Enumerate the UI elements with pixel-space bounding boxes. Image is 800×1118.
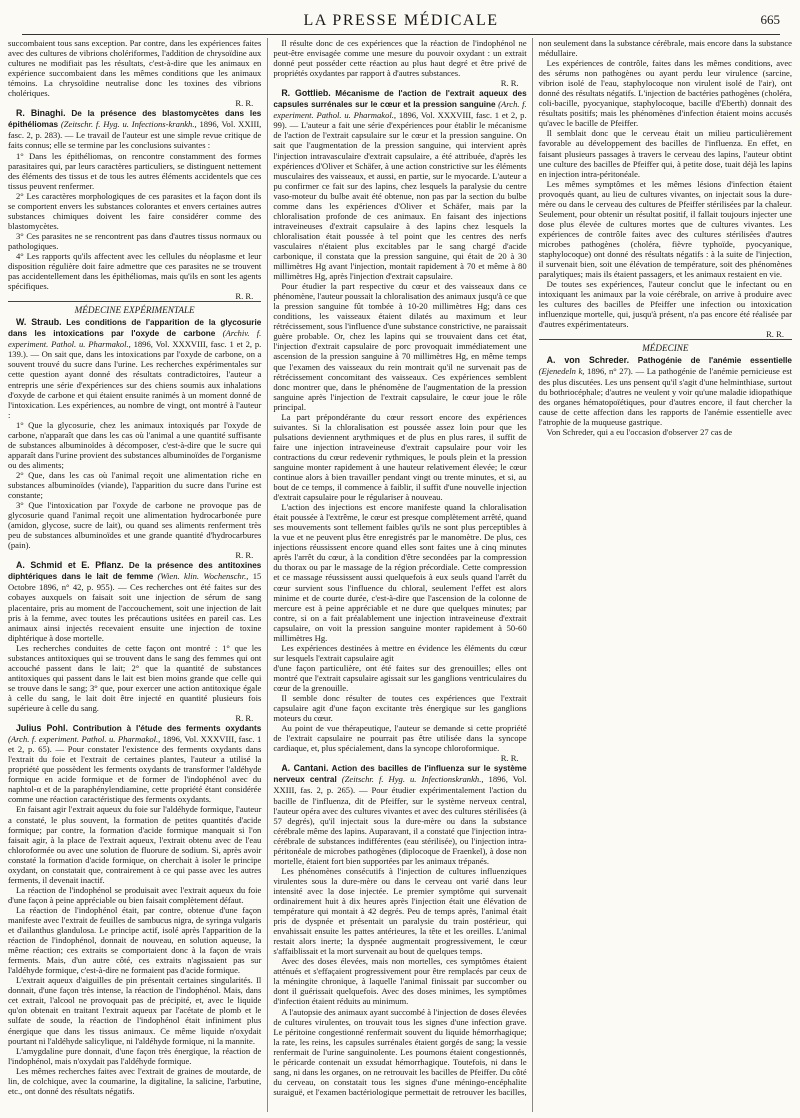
body-paragraph: L'action des injections est encore manifeste quand la chloralisation était poussée à l'extrême, le cœur est presque complètement arrêté, quand ses mouvements sont tellement faibles qu'ils ne sont plus perceptibles à la vue et ne peuvent plus être enregistrés par le manomètre. De plus, ces injections réussissent encore quand elles sont faites une à cinq minutes après l'arrêt du cœur, à la condition d'être secondées par la compression du thorax ou par le massage de la région précordiale. Cette compression et ce massage réussissent aussi quelquefois à eux seuls quand l'arrêt du cœur survient sous l'influence du chloral, seulement l'effet est alors minime et de courte durée, c'est-à-dire que l'ascension de la colonne de mercure est à peine appréciable et ne dure que quelques minutes; par contre, si on a fait préalablement une injection intraveineuse d'extrait capsulaire, on voit la pression sanguine monter rapidement à 50-60 millimètres Hg.	[273, 502, 527, 643]
body-paragraph: En faisant agir l'extrait aqueux du foie sur l'aldéhyde formique, l'auteur a constaté, le plus souvent, la formation de petites quantités d'acide formique; par contre, la formation d'acide formique manquait si l'on faisait agir, à la place de l'extrait aqueux, l'extrait obtenu avec de l'eau chloroformée ou avec une solution de fluorure de sodium. Si, après avoir constaté la formation d'acide formique, on cherchait à isoler le principe oxydant, on constatait que, contrairement à ce qui passe avec les autres ferments, il devenait inactif.	[8, 804, 262, 885]
body-paragraph: 2° Que, dans les cas où l'animal reçoit une alimentation riche en substances albuminoïdes (viande), l'apparition du sucre dans l'urine est constante;	[8, 469, 262, 501]
body-paragraph: Von Schreder, qui a eu l'occasion d'observer 27 cas de	[546, 426, 733, 437]
body-paragraph: La réaction de l'indophénol se produisait avec l'extrait aqueux du foie d'une façon à peine appréciable ou bien faisait complètement défaut.	[8, 884, 262, 905]
article-author: A. Cantani.	[281, 763, 329, 774]
body-paragraph: 2° Les caractères morphologiques de ces parasites et la façon dont ils se comportent envers les substances colorantes et envers certaines autres substances chimiques doivent les faire considérer comme des blastomycètes.	[8, 190, 262, 231]
article-reference: (Arch. f. experiment. Pathol. u. Pharmakol.,	[273, 99, 527, 121]
article-text: 15 Octobre 1896, n° 42, p. 955). — Ces recherches ont été faites sur des cobayes auxquels on faisait soit une injection de sérum de sang placentaire, pris au moment de l'accouchement, soit une injection de lait pris à la femme, avec toutes les précautions usitées en pareil cas. Les animaux ainsi injectés recevaient ensuite une injection de toxine diphtérique à dose mortelle.	[8, 571, 262, 643]
body-paragraph: Il semble donc résulter de toutes ces expériences que l'extrait capsulaire agit d'une façon excitante très énergique sur les ganglions moteurs du cœur.	[273, 693, 527, 724]
article-author: Julius Pohl.	[16, 723, 68, 734]
article-reference: (Zeitschr. f. Hyg. u. Infectionskrankh.,	[341, 774, 484, 785]
body-paragraph: Les recherches conduites de cette façon ont montré : 1° que les substances antitoxiques qui se trouvent dans le sang des femmes qui ont accouché passent dans le lait; 2° que la quantité de substances antitoxiques qui passent dans le lait est bien moins grande que celle qui se trouve dans le sang; 3° que, pour exercer une action antitoxique égale à celle du sang, le lait doit être injecté en quantité plusieurs fois supérieure à celle du sang.	[8, 642, 262, 713]
body-paragraph: Les mêmes symptômes et les mêmes lésions d'infection étaient provoqués quant, au lieu de cultures vivantes, on injectait sous la dure-mère ou dans le cerveau des cultures de Pfeiffer stérilisées par la chaleur. Seulement, pour obtenir un résultat positif, il fallait toujours injecter une dose plus élevée de cultures mortes que de cultures vivantes. Les expériences de contrôle faites avec des cultures stérilisées d'autres microbes pathogènes (choléra, fièvre typhoïde, pyocyanique, staphylocoque) ont donné des résultats négatifs : à la suite de l'injection, il survenait bien, soit une élévation de température, soit des phénomènes paralytiques; mais ils étaient passagers, et les animaux restaient en vie.	[538, 178, 792, 280]
body-paragraph: Les expériences destinées à mettre en évidence les éléments du cœur sur lesquels l'extrait capsulaire agit	[273, 642, 527, 663]
article-abstract	[273, 763, 526, 865]
article-title: Pathogénie de l'anémie essentielle	[637, 356, 792, 366]
article-title: Les conditions de l'apparition de la glycosurie dans les intoxications par l'oxyde de carbone	[8, 318, 262, 339]
article-reference: (Archiv. f. experiment. Pathol. u. Pharmakol.,	[8, 328, 262, 350]
body-paragraph: A l'autopsie des animaux ayant succombé à l'injection de doses élevées de cultures virulentes, on trouvait tous les signes d'une infection grave. Le péritoine congestionné renfermait souvent du liquide hémorrhagique; la rate, les reins, les capsules surrénales étaient gorgés de sang; la vessie renfermait de l'urine sanguinolente. Les poumons étaient congestionnés, le péricarde contenait un exsudat hémorrhagique. Toutefois, ni dans le sang, ni dans les organes, on ne retrouvait les bacilles de Pfeiffer. Du côté du cerveau, on constatait tous les signes d'une méningo-encéphalite suraiguë, et l'examen bactériologique permettait de retrouver les bacilles, non seulement dans la substance cérébrale, mais encore dans la substance médullaire.	[273, 38, 792, 1097]
page-number: 665	[760, 12, 780, 27]
body-paragraph: Les expériences de contrôle, faites dans les mêmes conditions, avec des sérums non pathogènes ou ayant perdu leur virulence (sarcine, vibrion isolé de l'eau, staphylocoque non virulent isolé de l'air), ont donné des résultats négatifs. L'injection de bactéries pathogènes (choléra, coli-bacille, pyocyanique, staphylocoque, bacille d'Eberth) donnait des résultats positifs; mais les phénomènes d'infection étaient moins accusés qu'avec le bacille de Pfeiffer.	[538, 58, 792, 129]
article-title: De la présence des antitoxines diphtériques dans le lait de femme	[8, 561, 262, 582]
body-paragraph: Il semblait donc que le cerveau était un milieu particulièrement favorable au développement des bacilles de l'influenza. En effet, en faisant plusieurs passages à travers le cerveau des lapins, l'auteur obtint une culture des bacilles de Pfeiffer qui, à petite dose, tuait déjà les lapins en injection intra-péritonéale.	[538, 128, 792, 179]
article-abstract	[8, 560, 261, 642]
article-reference: (Ejenedeln k,	[538, 366, 585, 377]
article-author: R. Binaghi.	[16, 108, 66, 119]
article-author: W. Straub.	[16, 317, 62, 328]
article-text: 1896, n° 27). — La pathogénie de l'anémie pernicieuse est des plus discutées. Les uns pensent qu'il s'agit d'une helminthiase, surtout du bothriocéphale; d'autres ne veulent y voir qu'une maladie idiopathique des organes hématopoïétiques, pour d'autres encore, il faut chercher la cause de cette affection dans les rapports de l'anémie essentielle avec l'atrophie de la muqueuse gastrique.	[538, 366, 792, 427]
body-paragraph: Les phénomènes consécutifs à l'injection de cultures influenziques virulentes sous la dure-mère ou dans le cerveau ont varié dans leur intensité avec la dose injectée. Le premier symptôme qui survenait ordinairement huit à dix heures après l'injection était une élévation de température qui montait à 42 degrés. Peu de temps après, l'animal était pris de dyspnée et présentait un paralysie du train postérieur, qui envahissait ensuite les pattes antérieures, la tête et les oreilles. L'animal restait alors inerte; la dyspnée augmentait progressivement, le cœur s'affaiblissait et la mort survenait au bout de quelques temps.	[273, 865, 527, 957]
author-signature: R. R.	[235, 550, 254, 561]
body-paragraph: L'extrait aqueux d'aiguilles de pin présentait certaines singularités. Il donnait, d'une façon très intense, la réaction de l'indophénol. Mais, dans cet extrait, l'alcool ne provoquait pas de précipité, et, avec le liquide qu'on obtenait en traitant l'extrait aqueux par l'acétate de plomb et le sulfate de soude, la réaction de l'indophénol était infiniment plus énergique que dans les tissus animaux. Ce même liquide n'oxydait pourtant ni l'aldéhyde salicylique, ni l'aldéhyde formique, ni la mannite.	[8, 975, 262, 1046]
author-signature: R. R.	[235, 713, 254, 724]
article-reference: (Wien. klin. Wochenschr.,	[157, 571, 249, 582]
article-author: R. Gottlieb.	[281, 88, 331, 99]
body-paragraph: 3° Que l'intoxication par l'oxyde de carbone ne provoque pas de glycosurie quand l'animal reçoit une alimentation hydrocarbonée pure (amidon, glycose, sucre de lait), ou quand ses aliments renferment très peu de substances albuminoïdes et une grande quantité d'hydrocarbures (pain).	[8, 500, 262, 551]
article-text: 1896, Vol. XXXVIII, fasc. 1 et 2, p. 99). — L'auteur a fait une série d'expériences pour établir le mécanisme de l'action de l'extrait capsulaire sur le cœur et la pression sanguine. On sait que l'augmentation de la pression sanguine, qui intervient après l'injection intravasculaire d'extrait capsulaire, a été attribuée, d'après les expériences d'Oliver et Schäfer, à une action constrictive sur les éléments musculaires des vaisseaux, et aussi, en partie, sur le myocarde. L'auteur a pu confirmer ce fait sur des lapins, chez lesquels la paralysie du centre vaso-moteur du bulbe avait été obtenue, non pas par la section du bulbe comme dans les expériences d'Oliver et Schäfer, mais par la chloralisation profonde de ces animaux. En faisant des injections intraveineuses d'extrait capsulaire à des lapins chez lesquels la chloralisation était poussée à tel point que les centres des nerfs vasculaires n'étaient plus excitables par le sang chargé d'acide carbonique, il constata que la pression sanguine, qui était de 20 à 30 millimètres Hg avant l'injection, montait rapidement à 70 et même à 80 millimètres Hg, après l'injection d'extrait capsulaire.	[273, 110, 527, 282]
article-abstract	[8, 317, 261, 419]
section-heading: MÉDECINE	[539, 339, 792, 355]
article-text: 1896, Vol. XXIII, fasc. 2, p. 283). — Le travail de l'auteur est une simple revue critique de faits connus; elle se termine par les conclusions suivantes :	[8, 119, 262, 151]
author-signature: R. R.	[235, 291, 254, 302]
article-abstract	[8, 108, 261, 150]
body-paragraph: 4° Les rapports qu'ils affectent avec les cellules du néoplasme et leur disposition régulière doit faire admettre que ces parasites ne se trouvent pas accidentellement dans les épithéliomas, mais qu'ils en sont les agents spécifiques.	[8, 250, 262, 292]
body-paragraph: La réaction de l'indophénol était, par contre, obtenue d'une façon manifeste avec l'extrait de feuilles de sambucus nigra, de syringa vulgaris et d'ailanthus glandulosa. Le principe actif, isolé après l'apparition de la réaction de l'indophénol, donnait de nouveau, en solution aqueuse, la même réaction; ces extraits se comportaient donc à la façon de vrais ferments. Mais, d'un autre côté, ces extraits n'agissaient pas sur l'aldéhyde formique, c'est-à-dire ne formaient pas d'acide formique.	[8, 904, 262, 976]
body-paragraph: succombaient tous sans exception. Par contre, dans les expériences faites avec des cultures de vibrions cholériformes, l'addition de chrysoïdine aux cultures ne modifiait pas les résultats, c'est-à-dire que les animaux en expérience succombaient dans les mêmes conditions que les animaux témoins. La chrysoïdine neutralise donc les toxines des vibrions cholériques.	[8, 38, 262, 99]
body-paragraph: 1° Dans les épithéliomas, on rencontre constamment des formes parasitaires qui, par leurs caractères particuliers, se distinguent nettement des éléments des tissus et de tous les autres éléments accidentels que ces tissus peuvent renfermer.	[8, 150, 262, 191]
body-paragraph: De toutes ses expériences, l'auteur conclut que le infectant ou en intoxiquant les animaux par la voie cérébrale, on arrive à produire avec les cultures des bacilles de Pfeiffer une infection ou intoxication influenzique mortelle, qui, jusqu'à présent, n'a pas encore été réalisée par d'autres expérimentateurs.	[538, 279, 792, 330]
article-abstract	[539, 355, 792, 426]
body-paragraph: Au point de vue thérapeutique, l'auteur se demande si cette propriété de l'extrait capsulaire ne pourrait pas être utilisée dans la syncope cardiaque, et, plus spécialement, dans la syncope chloroformique.	[273, 723, 527, 754]
article-reference: (Arch. f. experiment. Pathol. u. Pharmakol.,	[8, 734, 161, 745]
article-title: De la présence des blastomycètes dans les épithéliomas	[8, 109, 262, 130]
article-abstract	[8, 723, 261, 804]
article-title: Contribution à l'étude des ferments oxydants	[72, 724, 262, 734]
body-paragraph: Avec des doses élevées, mais non mortelles, ces symptômes étaient atténués et s'effaçaient progressivement pour être remplacés par ceux de la méningite chronique, à laquelle l'animal finissait par succomber ou dont il guérissait quelquefois. Avec des doses minimes, les symptômes d'infection étaient réduits au minimum.	[273, 956, 527, 1007]
body-paragraph: Il résulte donc de ces expériences que la réaction de l'indophénol ne peut-être envisagée comme une mesure du pouvoir oxydant : un extrait donné peut posséder cette réaction au plus haut degré et être privé de propriétés oxydantes par rapport à d'autres substances.	[273, 38, 527, 79]
body-paragraph: Les mêmes recherches faites avec l'extrait de graines de moutarde, de lin, de colchique, avec la coumarine, la digitaline, la salicine, l'arbutine, etc., ont donné des résultats négatifs.	[8, 1065, 262, 1096]
article-text: 1896, Vol. XXXVIII, fasc. 1 et 2, p. 65). — Pour constater l'existence des ferments oxydants dans l'extrait du foie et l'extrait de certaines plantes, l'auteur a utilisé la propriété que possèdent les ferments oxydants de transformer l'aldéhyde formique en acide formique et de former de l'indophénol avec du naphtol-α et de la paraphénylendiamine, cette propriété étant considérée comme une réaction caractéristique des ferments oxydants.	[8, 734, 262, 805]
header-rule	[22, 34, 780, 35]
body-paragraph: L'amygdaline pure donnait, d'une façon très énergique, la réaction de l'indophénol, mais n'oxydait pas l'aldéhyde formique.	[8, 1045, 262, 1066]
article-author: A. Schmid et E. Pflanz.	[16, 560, 124, 571]
author-signature: R. R.	[500, 78, 519, 89]
article-text: 1896, Vol. XXXVIII, fasc. 1 et 2, p. 139.). — On sait que, dans les intoxications par l'oxyde de carbone, on a souvent trouvé du sucre dans l'urine. Les recherches expérimentales sur cette question ayant donné des résultats contradictoires, l'auteur a entrepris une série d'expériences sur des chiens soumis aux inhalations d'oxyde de carbone et qui étaient ensuite ranimés à un moment donné de l'intoxication. Les expériences, au nombre de vingt, ont montré à l'auteur :	[8, 339, 262, 420]
body-paragraph: Pour étudier la part respective du cœur et des vaisseaux dans ce phénomène, l'auteur poussait la chloralisation des animaux jusqu'à ce que la pression sanguine fût tombée à 10-20 millimètres Hg; dans ces conditions, les vaisseaux étaient dilatés au maximum et leur rétrécissement, sous l'influence d'une substance constrictive, ne paraissait guère probable. Or, chez les lapins qui se trouvaient dans cet état, l'injection d'extrait capsulaire de porc provoquait immédiatement une ascension de la pression sanguine à 70 millimètres Hg, en même temps que l'examen des vaisseaux du rein montrait qu'il ne survenait pas de rétrécissement concomitant des vaisseaux. Ces expériences semblent donc montrer que, dans le phénomène de l'augmentation de la pression sanguine après l'injection de l'extrait capsulaire, le cœur joue le rôle principal.	[273, 281, 527, 412]
page-header	[22, 12, 780, 34]
article-author: A. von Schreder.	[546, 355, 630, 366]
author-signature: R. R.	[235, 98, 254, 109]
article-reference: (Zeitschr. f. Hyg. u. Infections-krankh.,	[60, 119, 197, 130]
body-paragraph: 1° Que la glycosurie, chez les animaux intoxiqués par l'oxyde de carbone, n'apparaît que dans les cas où l'animal a une quantité suffisante de substances albuminoïdes à décomposer, c'est-à-dire que le sucre qui apparaît dans l'urine provient des substances albuminoïdes de l'organisme ou des aliments;	[8, 419, 262, 470]
article-abstract	[273, 88, 526, 281]
body-paragraph: d'une façon particulière, ont été faites sur des grenouilles; elles ont montré que l'extrait capsulaire agissait sur les ganglions ventriculaires du cœur de la grenouille.	[273, 662, 527, 693]
author-signature: R. R.	[766, 329, 784, 340]
article-title: Mécanisme de l'action de l'extrait aqueux des capsules surrénales sur le cœur et la pression sanguine	[273, 89, 527, 110]
author-signature: R. R.	[500, 753, 519, 764]
article-text: 1896, Vol. XXIII, fas. 2, p. 265). — Pour étudier expérimentalement l'action du bacille de l'influenza, dit de Pfeiffer, sur le système nerveux central, l'auteur opéra avec des cultures vivantes et avec des cultures stérilisées (à 57 degrés), qu'il injectait sous la dure-mère ou dans la substance cérébrale même des lapins. Auparavant, il a constaté que l'injection intra-cérébrale de substances indifférentes (eau stérilisée), ou l'injection intra-péritonéale de microbes pathogènes (diplocoque de Fraenkel), à dose non mortelle, étaient fort bien supportées par les animaux trépanés.	[273, 774, 527, 866]
journal-title: LA PRESSE MÉDICALE	[303, 12, 499, 29]
section-heading: MÉDECINE EXPÉRIMENTALE	[8, 301, 261, 317]
body-paragraph: La part prépondérante du cœur ressort encore des expériences suivantes. Si la chloralisation est poussée assez loin pour que les pulsations deviennent arythmiques et de plus en plus rares, il suffit de faire une injection intraveineuse d'extrait capsulaire pour voir les contractions du cœur redevenir rythmiques, le pouls plein et la pression sanguine monter rapidement à une hauteur relativement élevée; le cœur continue alors à bien travailler pendant vingt ou trente minutes, et si, au bout de ce temps, il commence à faiblir, il suffit d'une nouvelle injection d'extrait capsulaire pour le régulariser à nouveau.	[273, 411, 527, 503]
article-title: Action des bacilles de l'influenza sur le système nerveux central	[273, 764, 527, 785]
body-paragraph: 3° Ces parasites ne se rencontrent pas dans d'autres tissus normaux ou pathologiques.	[8, 230, 262, 251]
article-columns	[8, 38, 792, 1112]
